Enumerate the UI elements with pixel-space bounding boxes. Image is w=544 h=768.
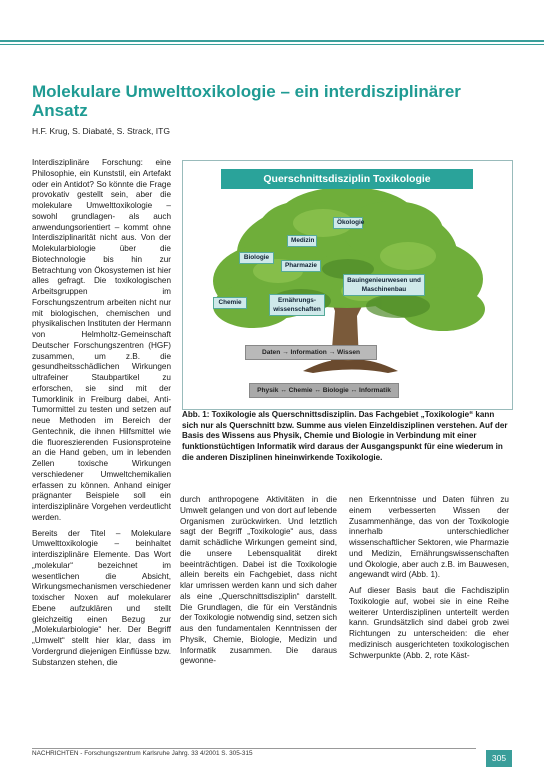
body-column-2 <box>180 495 337 672</box>
label-oekologie: Ökologie <box>333 217 363 229</box>
label-pharmazie: Pharmazie <box>281 260 321 272</box>
paragraph: nen Erkenntnisse und Daten führen zu einem verbesserten Wissen der Zusammenhänge, das von der Toxikologie innerhalb unterschiedlicher wissenschaftlicher Sektoren, wie Pharmazie und Medizin, Ernährungswissenschaften und Ökologie, aber auch z.B. im Bauwesen, angewandt wird (Abb. 1). <box>349 495 509 580</box>
label-biologie: Biologie <box>239 252 274 264</box>
tree-roots <box>303 360 398 373</box>
paragraph: Bereits der Titel – Molekulare Umwelttoxikologie – beinhaltet interdisziplinäre Elemente. Das Wort „molekular“ bezeichnet im wesentlichen die Absicht, Wirkungsmechanismen verschiedener toxischer Noxen auf molekularer Ebene aufzuklären und stellt gleichzeitig einen Bezug zur „Molekularbiologie“ her. Der Begriff „Umwelt“ stellt hier klar, dass im Vordergrund diejenigen Einflüsse bzw. Substanzen stehen, die <box>32 528 171 667</box>
body-column-3 <box>349 495 509 666</box>
label-chemie: Chemie <box>213 297 247 309</box>
footer-citation: NACHRICHTEN - Forschungszentrum Karlsruhe Jahrg. 33 4/2001 S. 305-315 <box>32 750 253 757</box>
page-number: 305 <box>486 750 512 767</box>
paragraph: Interdisziplinäre Forschung: eine Philosophie, ein Kunststil, ein Artefakt oder ein Antidot? So könnte die Frage provokativ gestellt sein, aber die molekulare Umwelttoxikologie – sowohl grundlagen- als auch anwendungsorientiert – kommt ohne Interdisziplinarität nicht aus. Von der Molekularbiologie über die Biotechnologie bis hin zur Betrachtung von Ökosystemen ist hier alles gefragt. Die toxikologischen Arbeitsgruppen im Forschungszentrum arbeiten nicht nur mit biologischen, chemischen und physikalischen Instituten der Hermann von Helmholtz-Gemeinschaft Deutscher Forschungszentren (HGF) zusammen, um z.B. die gesundheitsschädlichen Wirkungen ultrafeiner Staubpartikel zu erforschen, sie sind mit der Tumorklinik in Freiburg dabei, Anti-Tumormittel zu testen und setzen auf neue Methoden im Bereich der Gentechnik, die ihnen Hilfsmittel wie die fluoreszierenden Fusionsproteine an die Hand geben, um in lebenden Zellen toxische Wirkungen verschiedener Umweltchemikalien erfassen zu können. Anhand einiger prägnanter Beispiele soll ein interdisziplinäre Vorgehen verdeutlicht werden. <box>32 158 171 522</box>
paragraph: durch anthropogene Aktivitäten in die Umwelt gelangen und von dort auf lebende Organismen zurückwirken. Und letztlich sagt der Begriff „Toxikologie“ aus, dass damit schädliche Wirkungen gemeint sind, die unsere Lebensqualität direkt beeinträchtigen. Dabei ist die Toxikologie allein bereits ein Fachgebiet, dass nicht klar umrissen werden kann und sich daher als eine „Querschnittsdisziplin“ darstellt. Die Grundlagen, die für ein Verständnis der Toxikologie notwendig sind, setzen sich aus den fundamentalen Kenntnissen der Physik, Chemie, Biologie, Medizin und Informatik zusammen. Die daraus gewonne- <box>180 495 337 666</box>
article-title: Molekulare Umwelttoxikologie – ein interdisziplinärer Ansatz <box>32 82 461 120</box>
label-ernaehrung: Ernährungs-wissenschaften <box>269 294 325 316</box>
body-column-1 <box>32 158 171 673</box>
figure-title: Querschnittsdisziplin Toxikologie <box>221 169 473 189</box>
figure-tree-diagram <box>182 160 513 410</box>
footer-rule <box>32 748 476 749</box>
header-rule-thin <box>0 44 544 45</box>
paragraph: Auf dieser Basis baut die Fachdisziplin Toxikologie auf, wobei sie in eine Reihe weiterer Unterdisziplinen unterteilt werden kann. Grundsätzlich sind dabei grob zwei Richtungen zu unterscheiden: die eher medizinisch ausgerichteten toxikologischen Schwerpunkte (Abb. 2, rote Käst- <box>349 586 509 660</box>
header-rule <box>0 40 544 42</box>
label-bauwesen: Bauingenieurwesen und Maschinenbau <box>343 274 425 296</box>
label-medizin: Medizin <box>287 235 317 247</box>
figure-caption: Abb. 1: Toxikologie als Querschnittsdisziplin. Das Fachgebiet „Toxikologie“ kann sich nur als Querschnitt bzw. Summe aus vielen Einzeldisziplinen verstehen. Auf der Basis des Wissens aus Physik, Chemie und Biologie in Verbindung mit einer funktionstüchtigen Informatik wird daraus der Ausgangspunkt für eine wiederum in die anderen Disziplinen hineinwirkende Toxikologie. <box>182 410 508 462</box>
article-authors: H.F. Krug, S. Diabaté, S. Strack, ITG <box>32 126 170 136</box>
bar-foundation-sciences: Physik ↔ Chemie ↔ Biologie ↔ Informatik <box>249 383 399 398</box>
bar-data-information-knowledge: Daten → Information → Wissen <box>245 345 377 360</box>
